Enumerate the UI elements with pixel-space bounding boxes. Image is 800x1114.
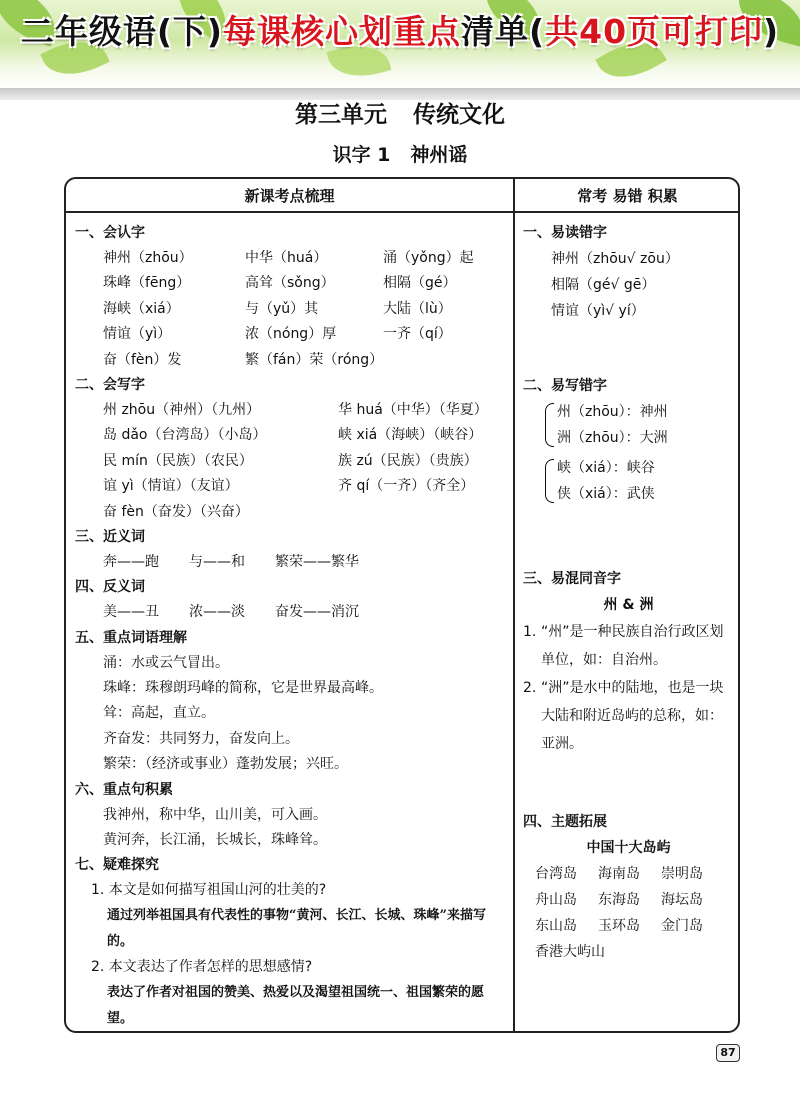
section-title: 四、主题拓展 [523,814,607,830]
banner-title-pages: 共40页可打印 [545,12,764,51]
write-item: 谊 yì（情谊）（友谊） [103,478,239,495]
write-row [75,474,505,499]
char-row [75,297,505,322]
char-item: 一齐（qí） [383,326,452,343]
word-meaning: 齐奋发：共同努力，奋发向上。 [103,730,299,747]
question: 1. 本文是如何描写祖国山河的壮美的? [91,882,327,899]
miswrite-item: 洲（zhōu）：大洲 [557,430,668,446]
char-item: 与（yǔ）其 [245,300,319,317]
misread-item: 神州（zhōu√ zōu） [551,251,679,267]
island-item: 崇明岛 [661,866,703,882]
header-divider [66,211,738,213]
antonym-item: 奋发——消沉 [275,604,359,621]
islands-subtitle: 中国十大岛屿 [586,840,671,856]
synonym-line [75,550,505,575]
right-column [515,215,740,1030]
char-item: 高耸（sǒng） [245,275,335,292]
island-item: 玉环岛 [598,918,640,934]
lesson-label: 识字 1 [332,144,391,166]
brace-icon [545,459,554,503]
section-title: 二、易写错字 [523,378,607,394]
synonym-item: 繁荣——繁华 [275,553,359,570]
write-row [75,398,505,423]
antonym-line [75,600,505,625]
miswrite-item: 侠（xiá）：武侠 [557,486,655,502]
island-item: 东海岛 [598,892,640,908]
section-title: 五、重点词语理解 [75,629,187,646]
unit-theme: 传统文化 [413,102,505,128]
answer: 表达了作者对祖国的赞美、热爱以及渴望祖国统一、祖国繁荣的愿望。 [107,985,485,1027]
island-item: 东山岛 [535,918,577,934]
miswrite-item: 州（zhōu）：神州 [557,404,668,420]
char-item: 中华（huá） [245,250,328,266]
homophone-item: 1. “州”是一种民族自治行政区划单位，如：自治州。 [523,618,734,674]
misread-item: 相隔（gé√ gē） [551,277,656,293]
page-number: 87 [716,1044,740,1062]
key-sentence: 黄河奔，长江涌，长城长，珠峰耸。 [103,832,327,849]
antonym-item: 美——丑 [103,604,159,621]
char-item: 神州（zhōu） [103,250,193,266]
char-row [75,246,505,271]
write-item: 州 zhōu（神州）（九州） [103,401,261,418]
homophone-text: “洲”是水中的陆地，也是一块大陆和附近岛屿的总称，如：亚洲。 [541,680,724,752]
section-title: 三、近义词 [75,528,145,545]
write-item: 齐 qí（一齐）（齐全） [338,478,475,495]
word-meaning: 繁荣：（经济或事业）蓬勃发展；兴旺。 [103,756,348,773]
island-row [523,887,734,913]
miswrite-group [545,455,734,507]
island-item: 香港大屿山 [535,944,605,960]
island-item: 海坛岛 [661,892,703,908]
write-item: 华 huá（中华）（华夏） [338,401,488,418]
left-column [66,215,513,1030]
synonym-item: 与——和 [189,553,245,570]
section-title: 六、重点句积累 [75,781,173,798]
synonym-item: 奔——跑 [103,553,159,570]
unit-label: 第三单元 [295,102,387,128]
banner-title-highlight: 每课核心划重点 [223,12,462,51]
lesson-title [0,140,800,167]
homophone-subtitle: 州 & 洲 [603,597,654,613]
island-item: 台湾岛 [535,866,577,882]
section-title: 三、易混同音字 [523,571,621,587]
island-row [523,913,734,939]
write-item: 岛 dǎo（台湾岛）（小岛） [103,427,267,444]
antonym-item: 浓——淡 [189,604,245,621]
unit-title [0,96,800,129]
lesson-name: 神州谣 [410,144,468,166]
write-item: 奋 fèn（奋发）（兴奋） [103,503,249,520]
write-item: 族 zú（民族）（贵族） [338,452,478,469]
char-item: 珠峰（fēng） [103,275,191,292]
char-row [75,348,505,373]
island-item: 海南岛 [598,866,640,882]
char-item: 相隔（gé） [383,275,457,292]
homophone-item: 2. “洲”是水中的陆地，也是一块大陆和附近岛屿的总称，如：亚洲。 [523,674,734,758]
write-row [75,500,505,525]
header-banner [0,0,800,90]
word-meaning: 耸：高起，直立。 [103,705,215,722]
question: 2. 本文表达了作者怎样的思想感情? [91,959,313,976]
miswrite-group [545,399,734,451]
banner-title [0,6,800,53]
brace-icon [545,403,554,447]
miswrite-item: 峡（xiá）：峡谷 [557,460,655,476]
section-title: 七、疑难探究 [75,857,159,874]
key-sentence: 我神州，称中华，山川美，可入画。 [103,806,327,823]
section-title: 一、易读错字 [523,225,607,241]
char-item: 浓（nóng）厚 [245,326,337,343]
char-row [75,271,505,296]
char-item: 海峡（xiá） [103,300,180,317]
write-row [75,449,505,474]
banner-title-grade: 二年级语(下) [20,12,224,51]
write-item: 峡 xiá（海峡）（峡谷） [338,427,483,444]
homophone-text: “州”是一种民族自治行政区划单位，如：自治州。 [541,624,724,668]
answer: 通过列举祖国具有代表性的事物“黄河、长江、长城、珠峰”来描写的。 [107,908,486,950]
char-item: 大陆（lù） [383,300,452,317]
section-title: 二、会写字 [75,376,145,393]
write-row [75,423,505,448]
char-item: 情谊（yì） [103,326,172,343]
right-column-header: 常考 易错 积累 [577,187,678,205]
char-item: 涌（yǒng）起 [383,250,474,266]
word-meaning: 涌：水或云气冒出。 [103,654,229,671]
char-item: 繁（fán）荣（róng） [245,351,384,368]
section-title: 四、反义词 [75,579,145,596]
content-box [64,177,740,1033]
char-row [75,322,505,347]
char-item: 奋（fèn）发 [103,351,182,368]
island-row [523,861,734,887]
section-title: 一、会认字 [75,225,145,241]
left-column-header: 新课考点梳理 [244,187,335,205]
write-item: 民 mín（民族）（农民） [103,452,253,469]
banner-title-list: 清单( [461,12,546,51]
banner-title-paren: ) [763,12,780,51]
island-item: 金门岛 [661,918,703,934]
misread-item: 情谊（yì√ yí） [551,303,645,319]
island-row [523,939,734,965]
word-meaning: 珠峰：珠穆朗玛峰的简称，它是世界最高峰。 [103,680,383,697]
island-item: 舟山岛 [535,892,577,908]
